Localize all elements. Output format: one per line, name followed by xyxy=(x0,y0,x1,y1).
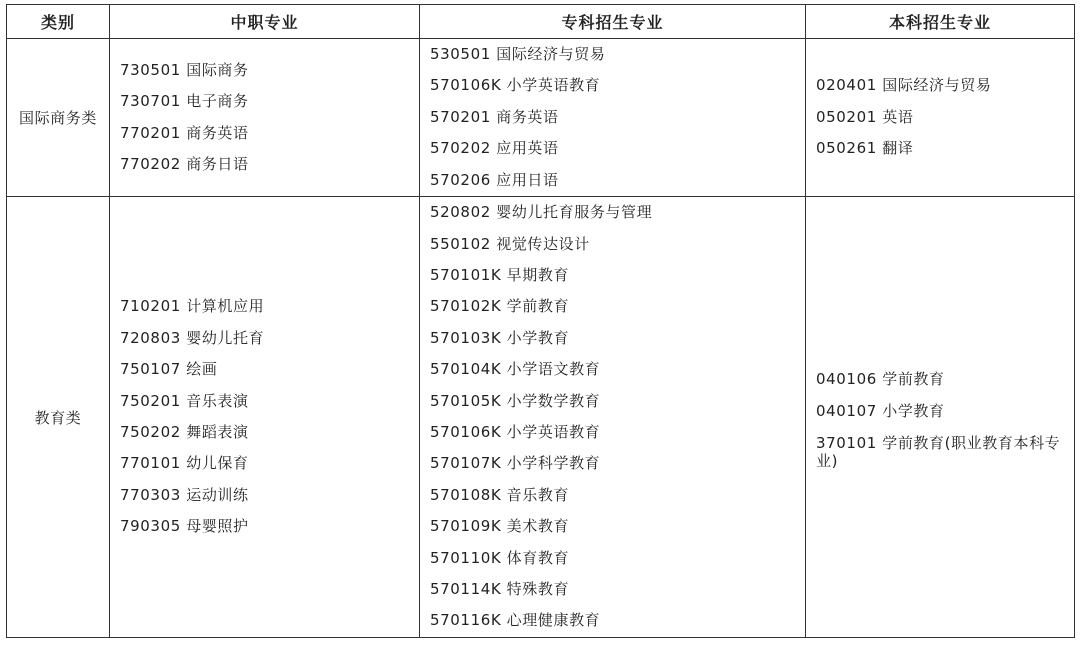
category-cell: 国际商务类 xyxy=(7,39,110,197)
list-item: 570108K 音乐教育 xyxy=(430,485,570,504)
undergraduate-majors-cell xyxy=(806,197,1075,638)
table-row xyxy=(7,39,1075,197)
list-item: 750201 音乐表演 xyxy=(120,391,249,410)
list-item: 770303 运动训练 xyxy=(120,485,249,504)
list-item: 750107 绘画 xyxy=(120,360,218,379)
major-table xyxy=(6,4,1075,638)
list-item: 570104K 小学语文教育 xyxy=(430,360,601,379)
header-secondary-major: 中职专业 xyxy=(110,5,420,39)
list-item: 370101 学前教育(职业教育本科专业) xyxy=(816,433,1061,470)
header-undergraduate-major: 本科招生专业 xyxy=(806,5,1075,39)
category-cell: 教育类 xyxy=(7,197,110,638)
list-item: 570107K 小学科学教育 xyxy=(430,454,601,473)
list-item: 750202 舞蹈表演 xyxy=(120,423,249,442)
list-item: 050261 翻译 xyxy=(816,139,914,158)
list-item: 570106K 小学英语教育 xyxy=(430,423,601,442)
list-item: 570105K 小学数学教育 xyxy=(430,391,601,410)
undergraduate-majors-cell xyxy=(806,39,1075,197)
list-item: 570110K 体育教育 xyxy=(430,548,570,567)
list-item: 570114K 特殊教育 xyxy=(430,580,570,599)
list-item: 570202 应用英语 xyxy=(430,139,559,158)
list-item: 730701 电子商务 xyxy=(120,92,249,111)
list-item: 570101K 早期教育 xyxy=(430,266,570,284)
list-item: 530501 国际经济与贸易 xyxy=(430,45,606,63)
list-item: 770202 商务日语 xyxy=(120,154,249,173)
list-item: 570109K 美术教育 xyxy=(430,517,570,536)
list-item: 710201 计算机应用 xyxy=(120,297,265,316)
list-item: 770201 商务英语 xyxy=(120,123,249,142)
list-item: 570116K 心理健康教育 xyxy=(430,611,601,630)
header-category: 类别 xyxy=(7,5,110,39)
list-item: 020401 国际经济与贸易 xyxy=(816,76,992,95)
list-item: 570102K 学前教育 xyxy=(430,297,570,316)
list-item: 520802 婴幼儿托育服务与管理 xyxy=(430,203,653,222)
secondary-majors-cell xyxy=(110,39,420,197)
vocational-majors-cell xyxy=(420,39,806,197)
list-item: 040106 学前教育 xyxy=(816,370,945,389)
list-item: 570206 应用日语 xyxy=(430,170,559,189)
list-item: 550102 视觉传达设计 xyxy=(430,234,590,253)
list-item: 040107 小学教育 xyxy=(816,401,945,420)
vocational-majors-cell xyxy=(420,197,806,638)
header-vocational-major: 专科招生专业 xyxy=(420,5,806,39)
list-item: 050201 英语 xyxy=(816,107,914,126)
list-item: 570106K 小学英语教育 xyxy=(430,76,601,95)
table-header-row xyxy=(7,5,1075,39)
list-item: 570103K 小学教育 xyxy=(430,328,570,347)
list-item: 770101 幼儿保育 xyxy=(120,454,249,473)
list-item: 790305 母婴照护 xyxy=(120,517,249,536)
list-item: 720803 婴幼儿托育 xyxy=(120,328,265,347)
list-item: 570201 商务英语 xyxy=(430,107,559,126)
list-item: 730501 国际商务 xyxy=(120,60,249,79)
secondary-majors-cell xyxy=(110,197,420,638)
table-row xyxy=(7,197,1075,638)
